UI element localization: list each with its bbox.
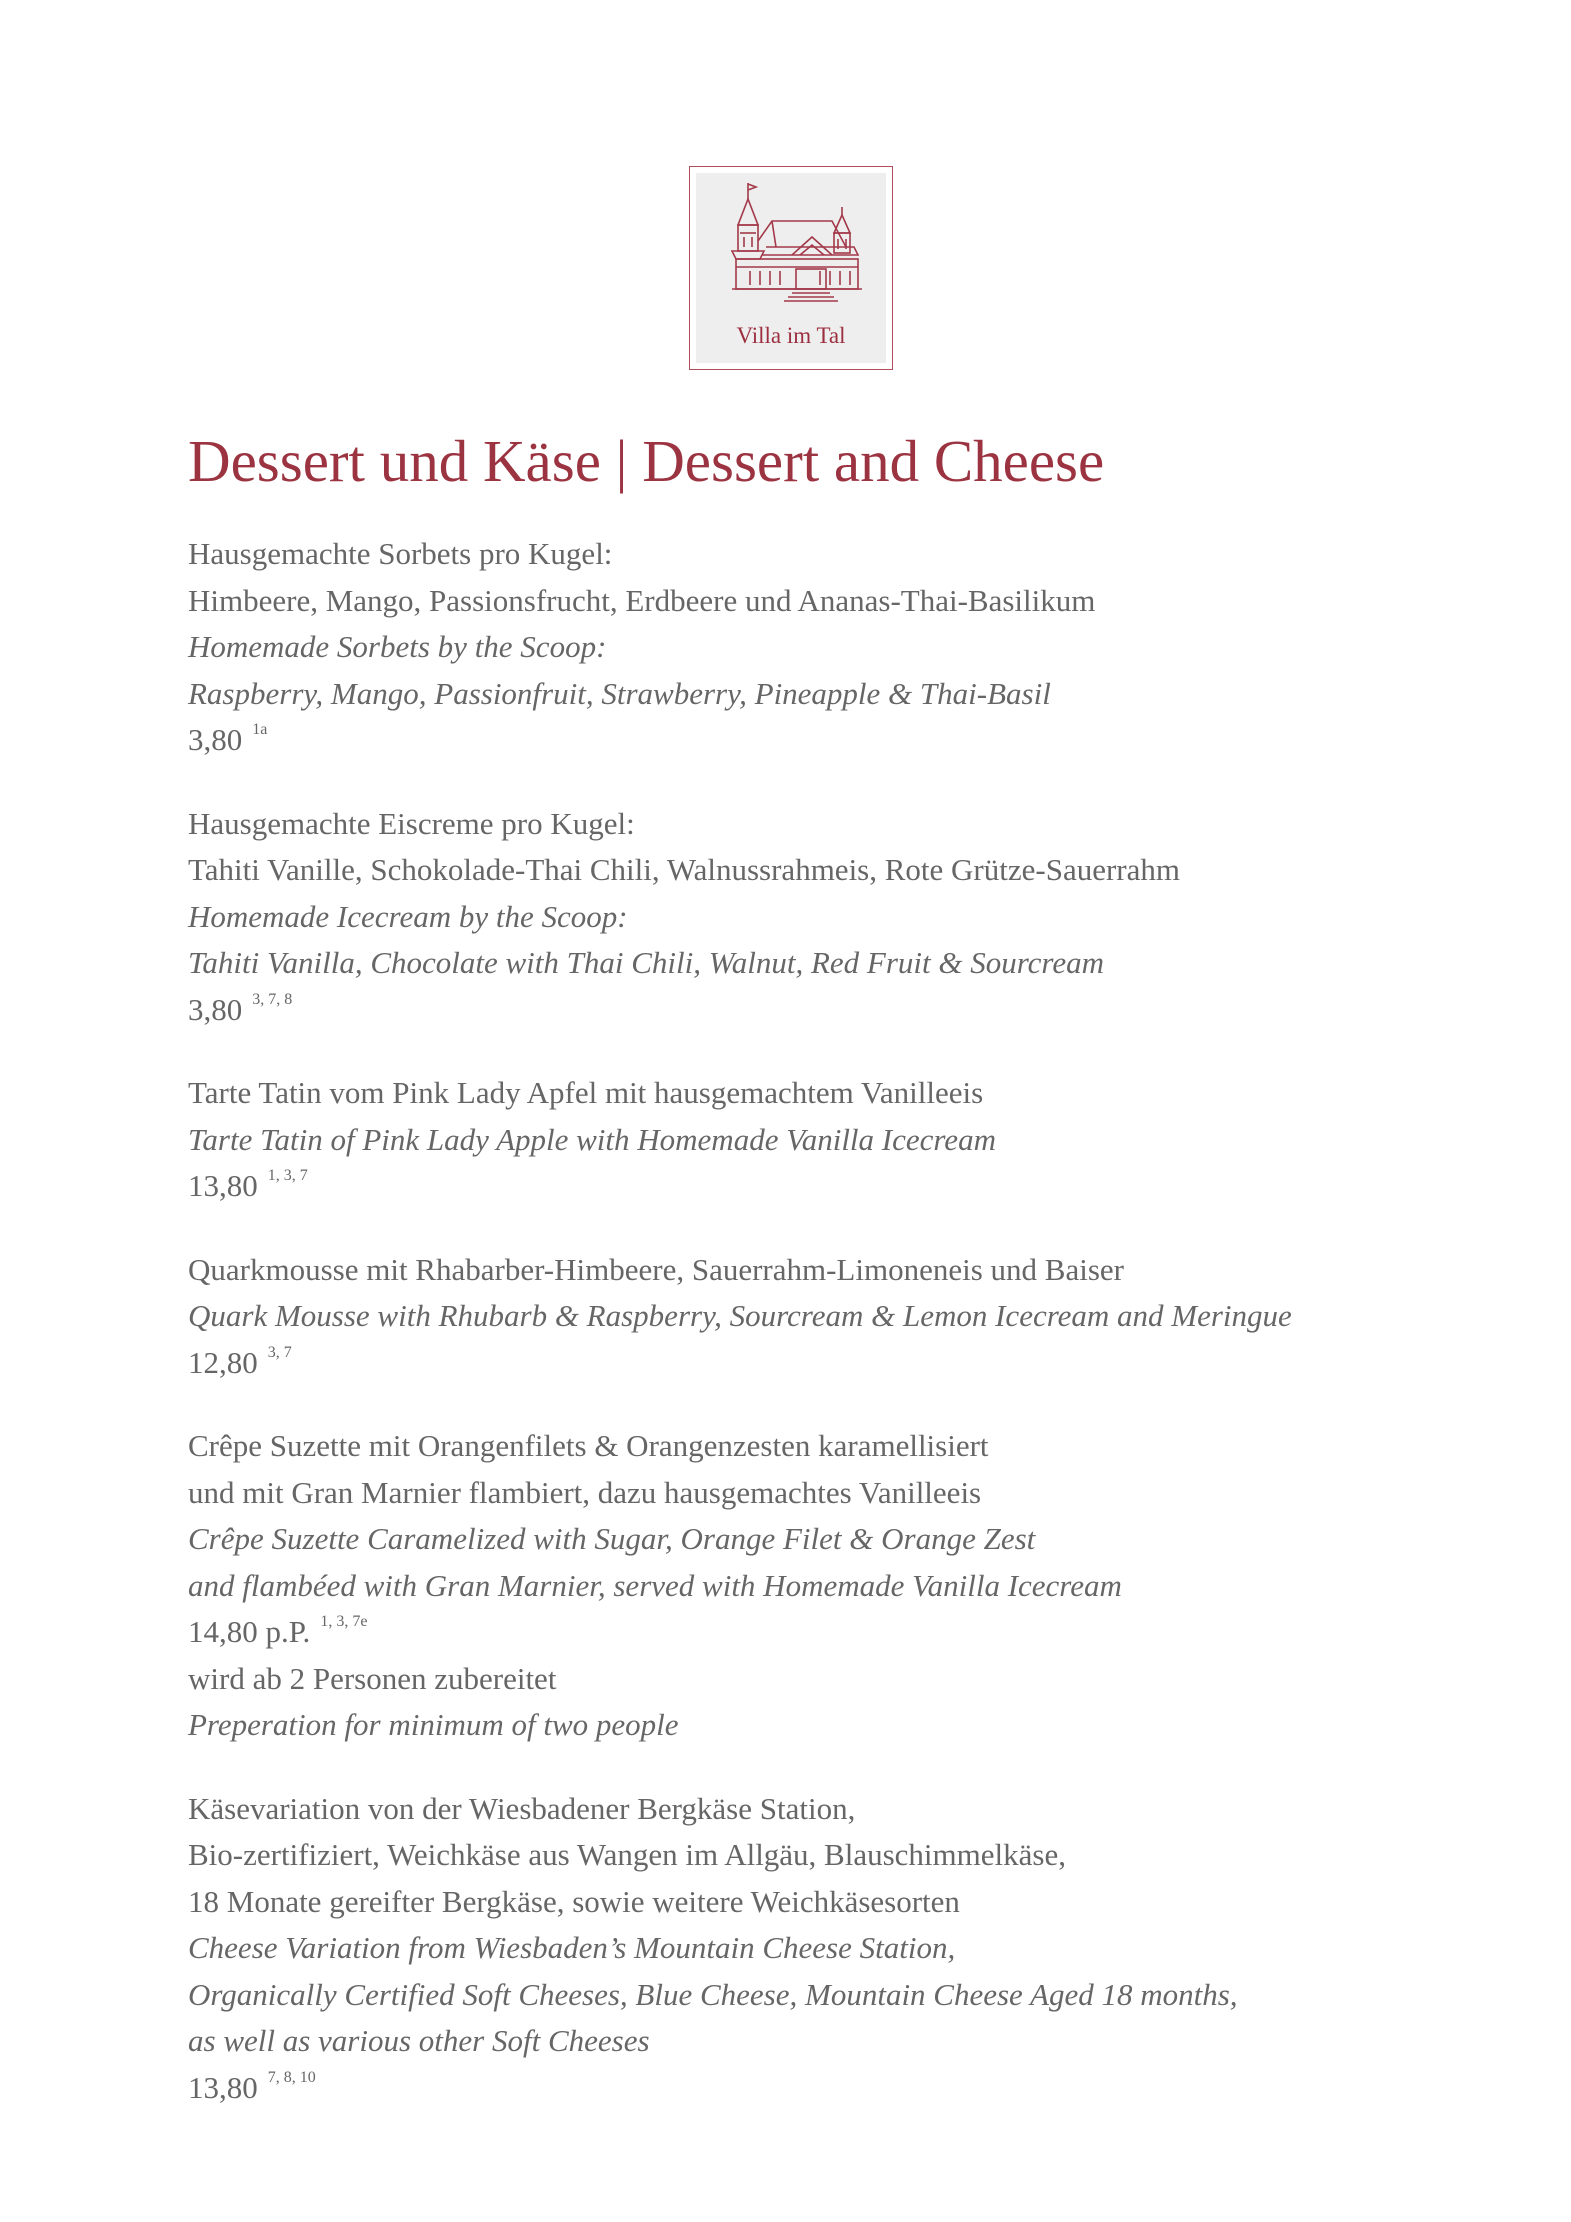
menu-item-cheese (188, 1786, 1488, 2112)
item-note-de: wird ab 2 Personen zubereitet (188, 1660, 557, 1696)
price-line (188, 717, 1488, 764)
logo (689, 166, 893, 370)
item-price: 3,80 (188, 722, 243, 757)
menu-item-icecream (188, 801, 1488, 1034)
item-name-en: Tarte Tatin of Pink Lady Apple with Homemade Vanilla Icecream (188, 1121, 996, 1157)
item-name-en: Cheese Variation from Wiesbaden’s Mountain Cheese Station, (188, 1930, 956, 1965)
allergen-codes: 1, 3, 7e (320, 1613, 368, 1630)
price-line (188, 1609, 1488, 1656)
item-name-en: Quark Mousse with Rhubarb & Raspberry, Sourcream & Lemon Icecream and Meringue (188, 1298, 1292, 1333)
item-name-de: Hausgemachte Eiscreme pro Kugel: (188, 805, 635, 841)
item-name-en: Crêpe Suzette Caramelized with Sugar, Orange Filet & Orange Zest (188, 1521, 1036, 1556)
allergen-codes: 1, 3, 7 (267, 1167, 308, 1184)
menu-item-quarkmousse (188, 1247, 1488, 1387)
page-title: Dessert und Käse | Dessert and Cheese (188, 428, 1105, 494)
item-name-de: Käsevariation von der Wiesbadener Bergkäse Station, (188, 1790, 856, 1826)
price-line (188, 2065, 1488, 2112)
item-description-de: Himbeere, Mango, Passionsfrucht, Erdbeere und Ananas-Thai-Basilikum (188, 582, 1096, 618)
logo-text: Villa im Tal (736, 323, 846, 348)
menu-item-tarte-tatin (188, 1070, 1488, 1210)
item-description-de: Tahiti Vanille, Schokolade-Thai Chili, Walnussrahmeis, Rote Grütze-Sauerrahm (188, 852, 1180, 887)
menu-item-crepe-suzette (188, 1423, 1488, 1749)
item-description-en: Raspberry, Mango, Passionfruit, Strawberry, Pineapple & Thai-Basil (188, 675, 1051, 711)
item-name-de: Quarkmousse mit Rhabarber-Himbeere, Sauerrahm-Limoneneis und Baiser (188, 1251, 1124, 1287)
item-name-en: Homemade Sorbets by the Scoop: (188, 629, 607, 664)
item-description-en: Tahiti Vanilla, Chocolate with Thai Chili, Walnut, Red Fruit & Sourcream (188, 945, 1104, 980)
item-price: 3,80 (188, 991, 243, 1027)
allergen-codes: 3, 7, 8 (252, 990, 293, 1008)
villa-house-icon (714, 181, 870, 311)
item-note-en: Preperation for minimum of two people (188, 1707, 679, 1742)
item-price: 13,80 (188, 1168, 258, 1203)
allergen-codes: 7, 8, 10 (267, 2068, 316, 2086)
item-description-en: Organically Certified Soft Cheeses, Blue Cheese, Mountain Cheese Aged 18 months, (188, 1976, 1238, 2012)
item-description-en: as well as various other Soft Cheeses (188, 2023, 650, 2058)
price-line (188, 987, 1488, 1034)
item-name-de: Tarte Tatin vom Pink Lady Apfel mit hausgemachtem Vanilleeis (188, 1075, 984, 1110)
item-description-en: and flambéed with Gran Marnier, served with Homemade Vanilla Icecream (188, 1567, 1122, 1603)
item-price: 13,80 (188, 2069, 258, 2105)
item-name-de: Hausgemachte Sorbets pro Kugel: (188, 536, 613, 571)
menu-item-sorbets (188, 531, 1488, 764)
allergen-codes: 1a (252, 721, 268, 738)
allergen-codes: 3, 7 (267, 1343, 292, 1361)
item-price: 14,80 p.P. (188, 1614, 311, 1649)
item-description-de: Bio-zertifiziert, Weichkäse aus Wangen im Allgäu, Blauschimmelkäse, (188, 1837, 1066, 1872)
item-price: 12,80 (188, 1344, 258, 1380)
item-description-de: und mit Gran Marnier flambiert, dazu hausgemachtes Vanilleeis (188, 1474, 982, 1510)
price-line (188, 1340, 1488, 1387)
item-name-de: Crêpe Suzette mit Orangenfilets & Orangenzesten karamellisiert (188, 1428, 989, 1463)
item-name-en: Homemade Icecream by the Scoop: (188, 898, 628, 934)
menu-list (188, 531, 1488, 2148)
item-description-de: 18 Monate gereifter Bergkäse, sowie weitere Weichkäsesorten (188, 1883, 960, 1919)
logo-panel (696, 173, 886, 363)
price-line (188, 1163, 1488, 1210)
